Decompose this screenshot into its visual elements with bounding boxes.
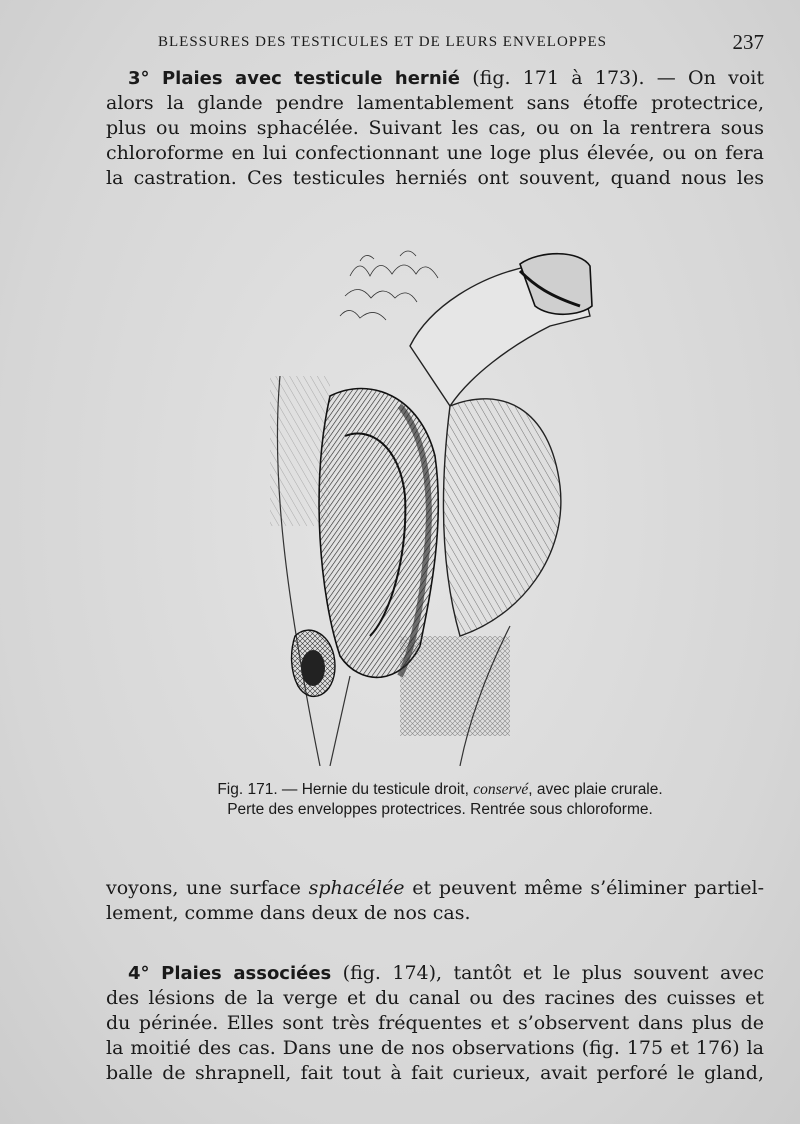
caption-line: Perte des enveloppes protectrices. Rentrée sous chloroforme.	[227, 801, 653, 818]
section-heading: 4° Plaies associées	[128, 963, 332, 984]
text-line: la castration. Ces testicules herniés ont souvent, quand nous les	[106, 167, 764, 189]
text-line: la moitié des cas. Dans une de nos observations (fig. 175 et 176) la	[106, 1037, 764, 1059]
text-line: du périnée. Elles sont très fréquentes et s’observent dans plus de	[106, 1012, 764, 1034]
paragraph-continuation	[106, 876, 764, 926]
paragraph-plaies-associees	[106, 961, 764, 1086]
running-head-title: BLESSURES DES TESTICULES ET DE LEURS ENVELOPPES	[158, 34, 607, 50]
text-line: chloroforme en lui confectionnant une loge plus élevée, ou on fera	[106, 142, 764, 164]
text-line: plus ou moins sphacélée. Suivant les cas, ou on la rentrera sous	[106, 117, 764, 139]
figure-illustration	[250, 236, 620, 766]
text-line: des lésions de la verge et du canal ou des racines des cuisses et	[106, 987, 764, 1009]
text-line: voyons, une surface sphacélée et peuvent même s’éliminer partiel-	[106, 877, 765, 899]
text-line: alors la glande pendre lamentablement sans étoffe protectrice,	[106, 92, 764, 114]
text-line: lement, comme dans deux de nos cas.	[106, 902, 471, 924]
figure-caption	[130, 780, 750, 820]
section-heading: 3° Plaies avec testicule hernié	[128, 68, 461, 89]
engraving-illustration	[250, 236, 620, 766]
text-line: 3° Plaies avec testicule hernié (fig. 171 à 173). — On voit	[128, 67, 764, 89]
paragraph-plaies-testicule-hernie	[106, 66, 764, 191]
caption-line: Fig. 171. — Hernie du testicule droit, conservé, avec plaie crurale.	[217, 781, 663, 798]
text-line: 4° Plaies associées (fig. 174), tantôt et le plus souvent avec	[128, 962, 764, 984]
text-line: balle de shrapnell, fait tout à fait curieux, avait perforé le gland,	[106, 1062, 764, 1084]
page-number: 237	[732, 30, 764, 54]
